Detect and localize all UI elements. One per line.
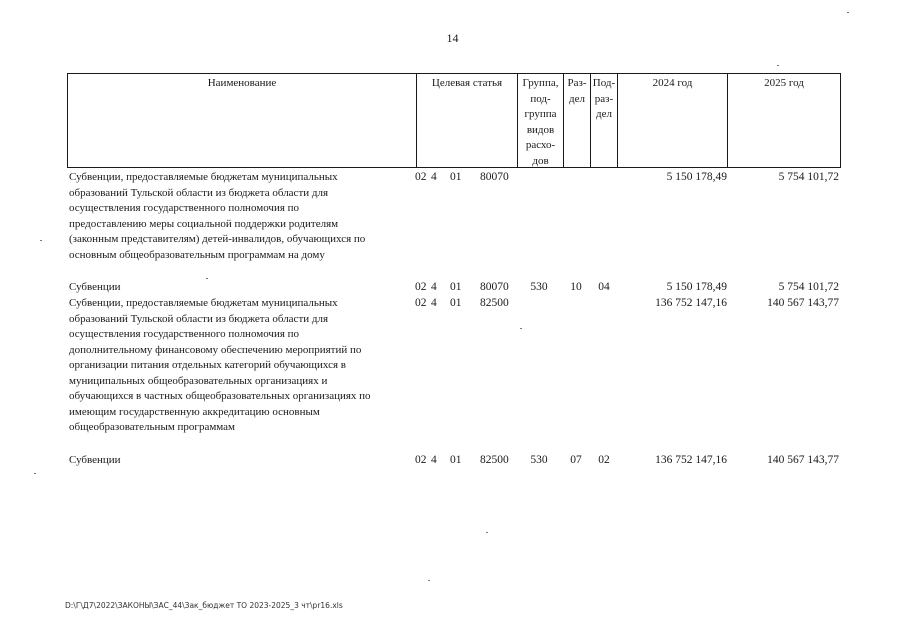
amount-2025: 140 567 143,77 <box>767 297 839 309</box>
section: 10 <box>570 281 582 293</box>
code-program: 02 <box>415 281 427 293</box>
amount-2025: 140 567 143,77 <box>767 454 839 466</box>
page-number: 14 <box>446 31 459 45</box>
code-direction: 80070 <box>480 281 509 293</box>
code-program: 02 <box>415 297 427 309</box>
code-direction: 82500 <box>480 297 509 309</box>
section: 07 <box>570 454 582 466</box>
code-subprogram: 01 <box>450 171 462 183</box>
code-subprogram: 01 <box>450 281 462 293</box>
scan-speck <box>486 532 488 533</box>
header-section: Раз- дел <box>567 77 587 105</box>
scan-speck <box>428 580 430 581</box>
row-name: Субвенции <box>69 454 121 466</box>
code-type: 4 <box>431 297 437 309</box>
scan-speck <box>40 240 42 241</box>
code-type: 4 <box>431 171 437 183</box>
amount-2024: 136 752 147,16 <box>655 454 727 466</box>
amount-2025: 5 754 101,72 <box>778 171 839 183</box>
row-name: Субвенции <box>69 281 121 293</box>
code-type: 4 <box>431 454 437 466</box>
row-name: Субвенции, предоставляемые бюджетам муниципальных образований Тульской области из бюджета области для осуществления государственного полномочия по предоставлению меры социальной поддержки родителям (законным представителям) детей-инвалидов, обучающихся по основным общеобразовательным программам на дому <box>69 171 366 261</box>
amount-2024: 136 752 147,16 <box>655 297 727 309</box>
header-subsection: Под- раз- дел <box>592 77 616 120</box>
code-subprogram: 01 <box>450 454 462 466</box>
amount-2024: 5 150 178,49 <box>666 171 727 183</box>
header-target-article: Целевая статья <box>431 77 503 89</box>
header-year-2024: 2024 год <box>652 77 693 89</box>
code-type: 4 <box>431 281 437 293</box>
amount-2024: 5 150 178,49 <box>666 281 727 293</box>
scan-speck <box>206 278 208 279</box>
expense-group: 530 <box>530 454 548 466</box>
subsection: 02 <box>598 454 610 466</box>
header-year-2025: 2025 год <box>764 77 804 89</box>
amount-2025: 5 754 101,72 <box>778 281 839 293</box>
code-program: 02 <box>415 454 427 466</box>
expense-group: 530 <box>530 281 548 293</box>
subsection: 04 <box>598 281 610 293</box>
code-direction: 80070 <box>480 171 509 183</box>
file-path-footer: D:\Г\Д7\2022\ЗАКОНЫ\ЗАС_44\Зак_бюджет ТО 2023-2025_3 чт\pr16.xls <box>65 601 343 610</box>
header-expense-group: Группа, под- группа видов расхо- дов <box>522 77 559 167</box>
code-direction: 82500 <box>480 454 509 466</box>
code-program: 02 <box>415 171 427 183</box>
scan-speck <box>34 473 36 474</box>
header-name: Наименование <box>207 77 277 89</box>
scan-speck <box>777 65 779 66</box>
scan-speck <box>847 12 849 13</box>
row-name: Субвенции, предоставляемые бюджетам муниципальных образований Тульской области из бюджета области для осуществления государственного полномочия по дополнительному финансовому обеспечению мероприятий по организации питания отдельных категорий обучающихся в муниципальных общеобразовательных организациях и обучающихся в частных общеобразовательных организациях по имеющим государственную аккредитацию основным общеобразовательным программам <box>69 297 371 433</box>
table-header <box>67 73 841 168</box>
scan-speck <box>520 328 522 329</box>
code-subprogram: 01 <box>450 297 462 309</box>
